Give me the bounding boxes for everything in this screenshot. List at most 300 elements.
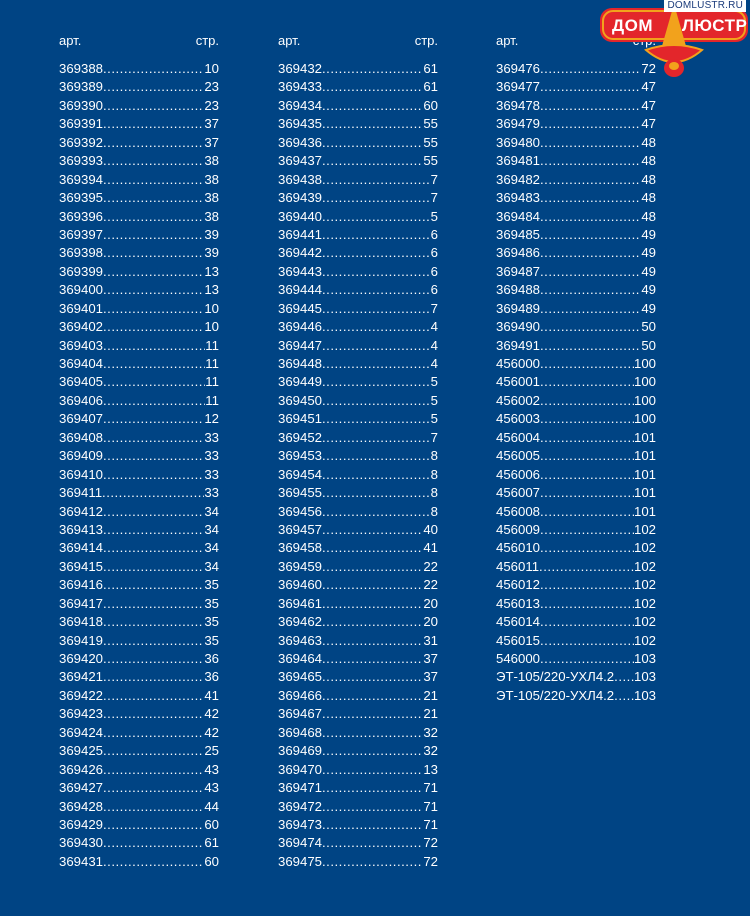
index-rows <box>278 60 438 871</box>
page-header: стр. <box>195 33 219 48</box>
dot-leader <box>103 853 204 871</box>
page-number: 6 <box>430 226 438 242</box>
article-number: 369425 <box>59 743 104 759</box>
index-row <box>59 171 219 189</box>
page-number: 101 <box>633 485 656 501</box>
article-number: 369403 <box>59 337 104 353</box>
page-number: 60 <box>204 853 219 869</box>
page-number: 55 <box>423 116 438 132</box>
article-number: 456012 <box>496 577 541 593</box>
article-number: 369469 <box>278 743 323 759</box>
article-number: 369433 <box>278 79 323 95</box>
article-number: 369422 <box>59 687 104 703</box>
page-number: 10 <box>204 319 219 335</box>
index-row <box>59 78 219 96</box>
page-number: 6 <box>430 282 438 298</box>
index-row <box>59 152 219 170</box>
dot-leader <box>103 447 204 465</box>
page-number: 100 <box>633 356 656 371</box>
article-number: 456015 <box>496 632 541 648</box>
article-number: 369421 <box>59 669 104 685</box>
page-number: 71 <box>423 816 438 832</box>
index-row <box>59 816 219 834</box>
index-row <box>278 226 438 244</box>
page-number: 42 <box>204 724 219 740</box>
dot-leader <box>322 189 431 207</box>
index-row <box>278 410 438 428</box>
page-number: 38 <box>204 153 219 169</box>
page-number: 5 <box>430 392 438 408</box>
index-column-1 <box>59 32 219 871</box>
article-number: 456013 <box>496 595 541 611</box>
page-number: 8 <box>430 485 438 501</box>
dot-leader <box>322 410 431 428</box>
dot-leader <box>540 318 641 336</box>
page-number: 72 <box>423 853 438 869</box>
article-number: 369454 <box>278 466 323 482</box>
dot-leader <box>322 115 423 133</box>
index-row <box>59 208 219 226</box>
article-number: 369389 <box>59 79 104 95</box>
page-number: 102 <box>633 540 656 556</box>
dot-leader <box>540 355 634 373</box>
page-number: 33 <box>204 466 219 482</box>
dot-leader <box>103 521 204 539</box>
index-row <box>59 392 219 410</box>
dot-leader <box>614 668 634 686</box>
index-row <box>59 60 219 78</box>
dot-leader <box>103 779 204 797</box>
article-number: 369443 <box>278 263 323 279</box>
page-number: 101 <box>633 503 656 519</box>
index-row <box>496 134 656 152</box>
page-number: 6 <box>430 263 438 279</box>
dot-leader <box>540 650 634 668</box>
article-number: 369394 <box>59 171 104 187</box>
article-number: 369444 <box>278 282 323 298</box>
article-number: 369468 <box>278 724 323 740</box>
index-row <box>278 779 438 797</box>
index-row <box>59 429 219 447</box>
article-number: 369412 <box>59 503 104 519</box>
article-number: 369490 <box>496 319 541 335</box>
page-number: 50 <box>641 319 656 335</box>
dot-leader <box>322 503 431 521</box>
index-row <box>496 447 656 465</box>
dot-leader <box>322 558 423 576</box>
dot-leader <box>540 152 641 170</box>
index-row <box>278 78 438 96</box>
article-number: 369448 <box>278 356 323 371</box>
index-row <box>278 761 438 779</box>
dot-leader <box>540 392 634 410</box>
index-row <box>59 189 219 207</box>
article-number: 456009 <box>496 521 541 537</box>
dot-leader <box>540 521 634 539</box>
index-row <box>496 613 656 631</box>
article-number: 369457 <box>278 521 323 537</box>
dot-leader <box>322 244 431 262</box>
dot-leader <box>540 208 641 226</box>
article-number: 456010 <box>496 540 541 556</box>
article-number: 369430 <box>59 835 104 851</box>
article-number: 369428 <box>59 798 104 814</box>
page-number: 100 <box>633 392 656 408</box>
article-number: 369453 <box>278 448 323 464</box>
page-number: 13 <box>204 263 219 279</box>
article-number: 456008 <box>496 503 541 519</box>
index-row <box>59 281 219 299</box>
article-number: 369399 <box>59 263 104 279</box>
article-number: 369436 <box>278 134 323 150</box>
article-number: 456005 <box>496 448 541 464</box>
page-number: 35 <box>204 632 219 648</box>
page-number: 61 <box>423 79 438 95</box>
dot-leader <box>322 263 431 281</box>
index-row <box>496 78 656 96</box>
dot-leader <box>103 392 205 410</box>
dot-leader <box>540 613 634 631</box>
page-number: 61 <box>423 61 438 76</box>
page-number: 37 <box>423 651 438 666</box>
index-row <box>59 300 219 318</box>
page-number: 7 <box>430 190 438 206</box>
index-row <box>59 263 219 281</box>
article-number: 369437 <box>278 153 323 169</box>
dot-leader <box>322 668 423 686</box>
index-row <box>278 834 438 852</box>
index-row <box>59 779 219 797</box>
dot-leader <box>322 300 431 318</box>
page-header: стр. <box>414 33 438 48</box>
page-number: 33 <box>204 485 219 501</box>
dot-leader <box>322 208 431 226</box>
article-number: 369432 <box>278 61 323 76</box>
index-row <box>278 60 438 78</box>
article-number: 369488 <box>496 282 541 298</box>
article-number: 369480 <box>496 134 541 150</box>
article-number: 369407 <box>59 411 104 427</box>
index-row <box>59 761 219 779</box>
dot-leader <box>103 60 204 78</box>
index-row <box>278 244 438 262</box>
page-number: 34 <box>204 521 219 537</box>
article-number: 369487 <box>496 263 541 279</box>
dot-leader <box>103 244 204 262</box>
index-row <box>496 632 656 650</box>
article-number: ЭТ-105/220-УХЛ4.2 <box>496 669 615 685</box>
index-row <box>59 613 219 631</box>
index-row <box>278 798 438 816</box>
article-number: 369409 <box>59 448 104 464</box>
page-number: 44 <box>204 798 219 814</box>
index-row <box>496 373 656 391</box>
page-number: 47 <box>641 116 656 132</box>
article-number: 369431 <box>59 853 104 869</box>
dot-leader <box>540 78 641 96</box>
index-row <box>278 521 438 539</box>
dot-leader <box>103 226 204 244</box>
index-row <box>496 115 656 133</box>
index-row <box>59 521 219 539</box>
article-number: 456011 <box>496 558 540 574</box>
page-number: 34 <box>204 558 219 574</box>
page-number: 72 <box>641 61 656 76</box>
article-number: 369434 <box>278 97 323 113</box>
article-number: 369435 <box>278 116 323 132</box>
index-rows <box>496 60 656 705</box>
index-row <box>496 668 656 686</box>
index-row <box>496 484 656 502</box>
dot-leader <box>539 558 634 576</box>
page-number: 49 <box>641 300 656 316</box>
page-number: 11 <box>205 374 219 390</box>
article-number: 369471 <box>278 780 323 796</box>
article-number: 369474 <box>278 835 323 851</box>
article-number: 369415 <box>59 558 104 574</box>
dot-leader <box>540 171 641 189</box>
article-number: 369459 <box>278 558 323 574</box>
article-number: 369423 <box>59 706 104 722</box>
article-number: 369406 <box>59 392 104 408</box>
index-row <box>278 318 438 336</box>
page-number: 36 <box>204 669 219 685</box>
index-row <box>59 576 219 594</box>
index-row <box>496 650 656 668</box>
article-number: 369483 <box>496 190 541 206</box>
page-number: 48 <box>641 190 656 206</box>
article-number: 369420 <box>59 651 104 666</box>
article-number: 369456 <box>278 503 323 519</box>
dot-leader <box>540 576 634 594</box>
page-number: 32 <box>423 743 438 759</box>
page-number: 33 <box>204 448 219 464</box>
index-row <box>59 355 219 373</box>
dot-leader <box>322 78 423 96</box>
page-number: 72 <box>423 835 438 851</box>
dot-leader <box>322 281 431 299</box>
dot-leader <box>540 632 634 650</box>
dot-leader <box>540 244 641 262</box>
dot-leader <box>322 171 431 189</box>
page-number: 32 <box>423 724 438 740</box>
article-number: 369482 <box>496 171 541 187</box>
article-number: 369455 <box>278 485 323 501</box>
index-row <box>59 318 219 336</box>
dot-leader <box>103 373 205 391</box>
dot-leader <box>103 705 204 723</box>
dot-leader <box>322 576 423 594</box>
article-number: 369404 <box>59 356 104 371</box>
page-number: 71 <box>423 780 438 796</box>
page-number: 35 <box>204 577 219 593</box>
page-number: 42 <box>204 706 219 722</box>
index-row <box>496 687 656 705</box>
article-number: 369397 <box>59 226 104 242</box>
index-row <box>496 429 656 447</box>
page-number: 60 <box>204 816 219 832</box>
page-number: 22 <box>423 577 438 593</box>
dot-leader <box>322 392 431 410</box>
dot-leader <box>322 687 423 705</box>
article-number: 369396 <box>59 208 104 224</box>
article-number: 369475 <box>278 853 323 869</box>
index-row <box>496 208 656 226</box>
article-number: 369485 <box>496 226 541 242</box>
page-number: 21 <box>423 687 438 703</box>
index-row <box>59 668 219 686</box>
index-row <box>278 705 438 723</box>
page-number: 47 <box>641 97 656 113</box>
index-row <box>278 632 438 650</box>
index-row <box>496 300 656 318</box>
dot-leader <box>322 650 423 668</box>
article-number: 456000 <box>496 356 541 371</box>
page-number: 103 <box>633 687 656 703</box>
page-number: 49 <box>641 263 656 279</box>
page-number: 49 <box>641 226 656 242</box>
article-number: 369486 <box>496 245 541 261</box>
dot-leader <box>540 281 641 299</box>
index-row <box>496 355 656 373</box>
dot-leader <box>540 539 634 557</box>
dot-leader <box>103 300 204 318</box>
dot-leader <box>103 595 204 613</box>
page-number: 38 <box>204 171 219 187</box>
article-number: 369395 <box>59 190 104 206</box>
dot-leader <box>540 595 634 613</box>
dot-leader <box>322 595 423 613</box>
index-row <box>59 705 219 723</box>
article-number: 369429 <box>59 816 104 832</box>
article-number: 369398 <box>59 245 104 261</box>
index-row <box>278 300 438 318</box>
index-row <box>278 97 438 115</box>
dot-leader <box>540 263 641 281</box>
index-row <box>278 816 438 834</box>
dot-leader <box>103 576 204 594</box>
index-row <box>496 466 656 484</box>
domlustr-logo <box>598 0 750 80</box>
index-row <box>59 853 219 871</box>
dot-leader <box>103 115 204 133</box>
index-row <box>59 410 219 428</box>
article-number: 369460 <box>278 577 323 593</box>
page-number: 43 <box>204 761 219 777</box>
dot-leader <box>103 281 204 299</box>
index-row <box>496 318 656 336</box>
page-number: 33 <box>204 429 219 445</box>
dot-leader <box>103 798 204 816</box>
dot-leader <box>322 761 423 779</box>
index-row <box>59 115 219 133</box>
dot-leader <box>540 189 641 207</box>
index-row <box>496 281 656 299</box>
index-row <box>278 208 438 226</box>
page-number: 5 <box>430 208 438 224</box>
dot-leader <box>322 318 431 336</box>
page-number: 11 <box>205 337 219 353</box>
index-row <box>496 503 656 521</box>
index-row <box>496 244 656 262</box>
dot-leader <box>322 742 423 760</box>
index-row <box>278 171 438 189</box>
page-number: 102 <box>633 595 656 611</box>
page-number: 22 <box>423 558 438 574</box>
dot-leader <box>103 668 204 686</box>
article-number: 369462 <box>278 614 323 630</box>
index-row <box>278 392 438 410</box>
dot-leader <box>540 226 641 244</box>
index-row <box>278 724 438 742</box>
index-row <box>496 576 656 594</box>
page-number: 39 <box>204 226 219 242</box>
page-number: 12 <box>204 411 219 427</box>
page-number: 40 <box>423 521 438 537</box>
page-number: 25 <box>204 743 219 759</box>
index-row <box>278 595 438 613</box>
index-row <box>278 650 438 668</box>
article-number: 369442 <box>278 245 323 261</box>
index-row <box>278 466 438 484</box>
dot-leader <box>322 724 423 742</box>
index-row <box>59 373 219 391</box>
index-row <box>59 558 219 576</box>
page-number: 37 <box>204 116 219 132</box>
page-number: 101 <box>633 429 656 445</box>
index-row <box>59 539 219 557</box>
dot-leader <box>540 484 634 502</box>
article-number: 369418 <box>59 614 104 630</box>
dot-leader <box>540 410 634 428</box>
index-row <box>278 281 438 299</box>
article-number: 369424 <box>59 724 104 740</box>
article-number: 369392 <box>59 134 104 150</box>
dot-leader <box>322 798 423 816</box>
article-number: 369452 <box>278 429 323 445</box>
article-number: 369447 <box>278 337 323 353</box>
article-number: 369472 <box>278 798 323 814</box>
article-number: 456006 <box>496 466 541 482</box>
article-number: 369402 <box>59 319 104 335</box>
page-number: 37 <box>204 134 219 150</box>
dot-leader <box>540 466 634 484</box>
page-number: 35 <box>204 614 219 630</box>
page-number: 34 <box>204 540 219 556</box>
column-header <box>59 32 219 50</box>
art-header: арт. <box>496 33 519 48</box>
page-number: 7 <box>430 429 438 445</box>
article-number: 369476 <box>496 61 541 76</box>
page-number: 102 <box>633 577 656 593</box>
index-row <box>59 798 219 816</box>
dot-leader <box>322 97 423 115</box>
index-row <box>278 742 438 760</box>
article-number: 369491 <box>496 337 541 353</box>
dot-leader <box>103 429 204 447</box>
article-number: 369466 <box>278 687 323 703</box>
article-number: 369461 <box>278 595 323 611</box>
dot-leader <box>103 742 204 760</box>
index-row <box>496 189 656 207</box>
index-row <box>278 337 438 355</box>
dot-leader <box>322 484 431 502</box>
article-number: 456007 <box>496 485 541 501</box>
article-number: 369464 <box>278 651 323 666</box>
article-number: 456003 <box>496 411 541 427</box>
dot-leader <box>103 263 204 281</box>
dot-leader <box>540 373 634 391</box>
